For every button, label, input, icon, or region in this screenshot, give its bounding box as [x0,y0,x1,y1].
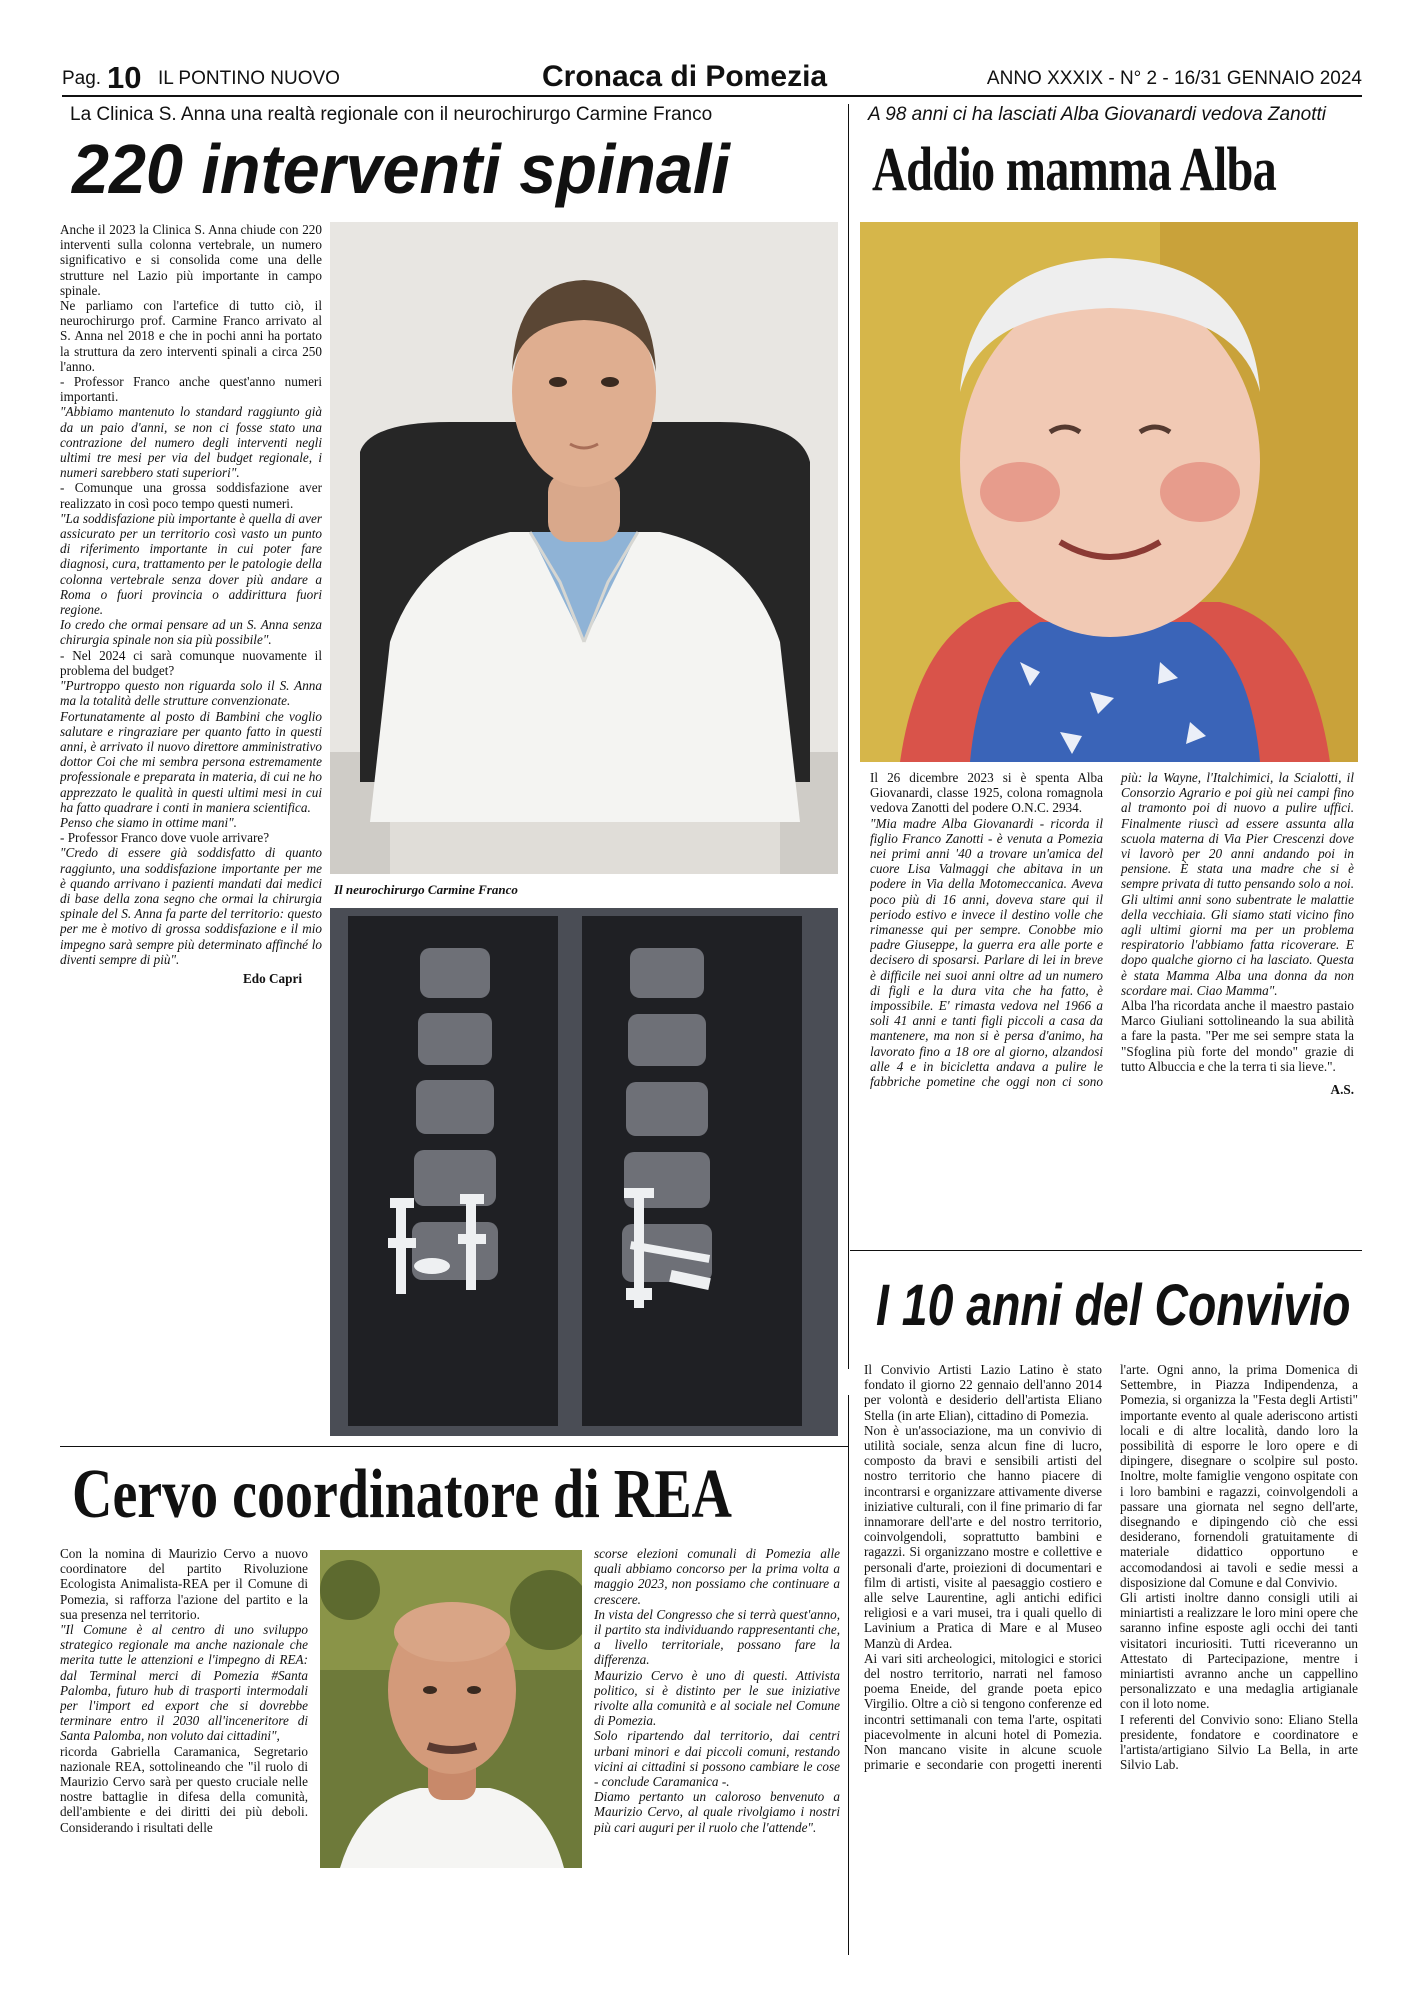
article2-column [870,770,1354,1240]
paragraph: Io credo che ormai pensare ad un S. Anna senza chirurgia spinale non sia più possibile". [60,617,322,648]
paragraph: Fortunatamente al posto di Bambini che voglio salutare e ringraziare per quanto fatto in questi anni, è arrivato il nuovo direttore amministrativo dottor Coi che mi sembra persona estremamente professionale e preparata in materia, di cui ne ho apprezzato le qualità in questi ultimi mesi in cui ha fatto quadrare i conti in maniera scientifica. [60,708,322,815]
article2-body [870,770,1354,1097]
article4-rule [60,1446,848,1447]
paragraph: Gli artisti inoltre danno consigli utili ai miniartisti a realizzare le loro mini opere che saranno infine esposte agli occhi dei tanti visitatori incuriositi. Tutti riceveranno un Attestato di Partecipazione, mentre i miniartisti avranno anche un cappellino personalizzato e una medaglia artigianale con il loto nome. [1120,1590,1358,1712]
article3-column [864,1362,1358,1952]
column-separator [848,104,849,1369]
paragraph: I referenti del Convivio sono: Eliano Stella presidente, fondatore e coordinatore e l'artista/artigiano Silvio La Bella, in arte Silvio Lab. [1120,1711,1358,1773]
article2-kicker: A 98 anni ci ha lasciati Alba Giovanardi vedova Zanotti [868,104,1327,125]
header-rule [62,95,1362,97]
page-number: 10 [107,60,142,95]
paragraph: - Comunque una grossa soddisfazione aver realizzato in così poco tempo questi numeri. [60,480,322,511]
paragraph: In vista del Congresso che si terrà quest'anno, il partito sta individuando rappresentanti che, a livello territoriale, possano fare la differenza. [594,1606,840,1668]
paragraph: Ne parliamo con l'artefice di tutto ciò, il neurochirurgo prof. Carmine Franco arrivato al S. Anna nel 2018 e che in pochi anni ha portato la struttura da zero interventi spinali a circa 250 l'anno. [60,298,322,374]
article1-body [60,222,322,967]
column-separator-lower [848,1395,849,1955]
article1-title: 220 interventi spinali [72,130,730,208]
paper-name: IL PONTINO NUOVO [158,68,340,89]
paragraph: - Professor Franco dove vuole arrivare? [60,830,270,846]
article1-column [60,222,322,1442]
paragraph: Con la nomina di Maurizio Cervo a nuovo coordinatore del partito Rivoluzione Ecologista Animalista-REA per il Comune di Pomezia, si rafforza l'azione del partito e la sua presenza nel territorio. [60,1546,308,1622]
article1-author: Edo Capri [243,970,302,986]
article4-column-2 [594,1546,840,1951]
paragraph: Penso che siamo in ottime mani". [60,814,237,830]
section-title: Cronaca di Pomezia [542,60,828,93]
paragraph: scorse elezioni comunali di Pomezia alle quali abbiamo concorso per la prima volta a maggio 2023, non possiamo che continuare a crescere. [594,1546,840,1607]
paragraph: - Nel 2024 ci sarà comunque nuovamente il problema del budget? [60,647,322,678]
cervo-photo [320,1550,582,1868]
paragraph: "Purtroppo questo non riguarda solo il S. Anna ma la totalità delle strutture convenzionate. [60,678,322,709]
page-label: Pag. [62,68,102,89]
neurosurgeon-photo [330,222,838,874]
neurosurgeon-caption: Il neurochirurgo Carmine Franco [334,882,518,897]
paragraph: "Mia madre Alba Giovanardi - ricorda il figlio Franco Zanotti - è venuta a Pomezia nei primi anni '40 a trovare un'amica del cuore Lisa Valmaggi che abitava in un podere in Via della Motomeccanica. Aveva poco più di 16 anni, doveva stare qui il periodo estivo e invece il destino volle che rimanesse qui per sempre. Conobbe mio padre Giuseppe, la guerra era alle porte e decisero di sposarsi. Parlare di lei in breve è difficile nei suoi anni oltre ad un numero di figli e la dura vita che ha fatto, è impossibile. E' rimasta vedova nel 1966 a soli 41 anni e tanti figli piccoli a casa da mantenere, ma non si è persa d'animo, ha lavorato fino a 18 ore al giorno, alzandosi alle 4 e in bicicletta andava a pulire le fabbriche pometine che oggi non ci sono più: la Wayne, l'Italchimici, la Scialotti, il Consorzio Agrario e poi giù nei campi fino al tramonto poi di nuovo a pulire uffici. Finalmente riuscì ad essere assunta alla scuola materna di Via Pier Crescenzi dove vi lavorò per 20 anni andando poi in pensione. È stata una madre che si è sempre privata di tutto pensando solo a noi. Gli ultimi anni sono subentrate le malattie della vecchiaia. Gli siamo stati vicino fino agli ultimi giorni ma per un problema respiratorio l'abbiamo fatta ricoverare. E dopo qualche giorno ci ha lasciato. Questa è stata Mamma Alba una donna da non scordare mai. Ciao Mamma". [870,770,1354,1090]
paragraph: "Credo di essere già soddisfatto di quanto raggiunto, una soddisfazione importante per me è quando arrivano i pazienti mandati dai medici di base della zona segno che ormai la chirurgia spinale del S. Anna fa parte del territorio: questo per me è motivo di grossa soddisfazione e il mio impegno sarà sempre più determinato affinché lo diventi sempre di più". [60,845,322,967]
article4-title: Cervo coordinatore di REA [72,1456,732,1533]
paragraph: Diamo pertanto un caloroso benvenuto a Maurizio Cervo, al quale rivolgiamo i nostri più cari auguri per il ruolo che l'attende". [594,1789,840,1835]
paragraph: "Il Comune è al centro di uno sviluppo strategico regionale ma anche nazionale che merita tutte le attenzioni e l'impegno di REA: dal Terminal merci di Pomezia #Santa Palomba, futuro hub di trasporti intermodali per l'import ed export che si dovrebbe terminare entro il 2030 all'inceneritore di Santa Palomba, non voluto dai cittadini", [60,1622,308,1744]
paragraph: Maurizio Cervo è uno di questi. Attivista politico, si è distinto per le sue iniziative rivolte alla comunità e al sociale nel Comune di Pomezia. [594,1667,840,1729]
paragraph: - Professor Franco anche quest'anno numeri importanti. [60,374,322,405]
page-header [62,60,1362,94]
doctor-illustration [330,222,838,874]
article3-title: I 10 anni del Convivio [876,1273,1351,1338]
paragraph: Alba l'ha ricordata anche il maestro pastaio Marco Giuliani sottolineando la sua abilità a fare la pasta. "Per me sei sempre stata la "Sfoglina più forte del mondo" grazie di tutto Albuccia e che la terra ti sia lieve.". [1121,998,1354,1074]
paragraph: "La soddisfazione più importante è quella di aver assicurato per un territorio così vasto un punto di riferimento importante in cui poter fare diagnosi, cura, trattamento per le patologie della colonna vertebrale senza dover più andare a Roma o fuori provincia o addirittura fuori regione. [60,510,322,618]
man-portrait-illustration [320,1550,582,1868]
paragraph: ricorda Gabriella Caramanica, Segretario nazionale REA, sottolineando che "il ruolo di Maurizio Cervo sarà per questo cruciale nelle nostre battaglie in difesa della comunità, dell'ambiente e dei diritti dei più deboli. Considerando i risultati delle [60,1743,308,1835]
article2-author: A.S. [1330,1082,1354,1098]
article3-body [864,1362,1358,1772]
paragraph: Il Convivio Artisti Lazio Latino è stato fondato il giorno 22 gennaio dell'anno 2014 per volontà e desiderio dell'artista Eliano Stella (in arte Elian), cittadino di Pomezia. [864,1362,1102,1423]
alba-photo [860,222,1358,762]
paragraph: Solo ripartendo dal territorio, dai centri urbani minori e dai piccoli comuni, restando vicini ai cittadini si possono cambiare le cose - conclude Caramanica -. [594,1728,840,1790]
article2-rule [850,1250,1362,1251]
article4-body-1 [60,1546,308,1835]
elderly-woman-illustration [860,222,1358,762]
paragraph: Non è un'associazione, ma un convivio di utilità sociale, senza alcun fine di lucro, composto da bravi e sensibili artisti del nostro territorio che hanno piacere di incontrarsi e organizzare attivamente diverse iniziative culturali, con il fine primario di far innamorare dell'arte e del nostro territorio, coinvolgendoli, soprattutto bambini e ragazzi. Si organizzano mostre e collettive e personali d'arte, proiezioni di documentari e film di artisti, visite al paesaggio costiero e alle selve Laurentine, agli antichi edifici religiosi e a vari musei, tra i quali quello di Lavinium a Pratica di Mare e al Museo Manzù di Ardea. [864,1422,1102,1651]
spine-xray-illustration [330,908,838,1436]
article2-title: Addio mamma Alba [872,136,1277,204]
article4-column-1 [60,1546,308,1951]
paragraph: "Abbiamo mantenuto lo standard raggiunto già da un paio d'anni, se non ci fosse stato una contrazione del numero degli interventi negli ultimi tre mesi per via del budget regionale, i numeri sarebbero stati superiori". [60,404,322,481]
paragraph: Il 26 dicembre 2023 si è spenta Alba Giovanardi, classe 1925, colona romagnola vedova Zanotti del podere O.N.C. 2934. [870,770,1103,816]
paragraph: Ai vari siti archeologici, mitologici e storici del nostro territorio, narrati nel famoso poema Eneide, del grande poeta epico Virgilio. Oltre a ciò si tengono conferenze ed incontri settimanali con tema l'arte, ospitati piacevolmente in alcuni hotel di Pomezia. Non mancano visite in alcune scuole primarie e secondarie con progetti inerenti l'arte. Ogni anno, la prima Domenica di Settembre, in Piazza Indipendenza, a Pomezia, si organizza la "Festa degli Artisti" importante evento al quale aderiscono artisti locali e di altre località, dando loro la possibilità di esporre le loro opere e di dipingere, disegnare o scolpire sul posto. Inoltre, molte famiglie vengono ospitate con i loro bambini e ragazzi, coinvolgendoli a passare una giornata nel segno dell'arte, disegnando e dipingendo ciò che essi desiderano, fornendoli gratuitamente di materiale didattico opportuno e accomodandosi ai tavoli e sedie messi a disposizione dal Comune e dal Convivio. [864,1362,1358,1773]
xray-photo [330,908,838,1436]
article4-body-2 [594,1546,840,1835]
issue-info: ANNO XXXIX - N° 2 - 16/31 GENNAIO 2024 [986,68,1362,89]
article1-kicker: La Clinica S. Anna una realtà regionale con il neurochirurgo Carmine Franco [70,104,713,125]
paragraph: Anche il 2023 la Clinica S. Anna chiude con 220 interventi sulla colonna vertebrale, un numero significativo e si consolida come una delle strutture nel Lazio più importante in campo spinale. [60,222,322,298]
